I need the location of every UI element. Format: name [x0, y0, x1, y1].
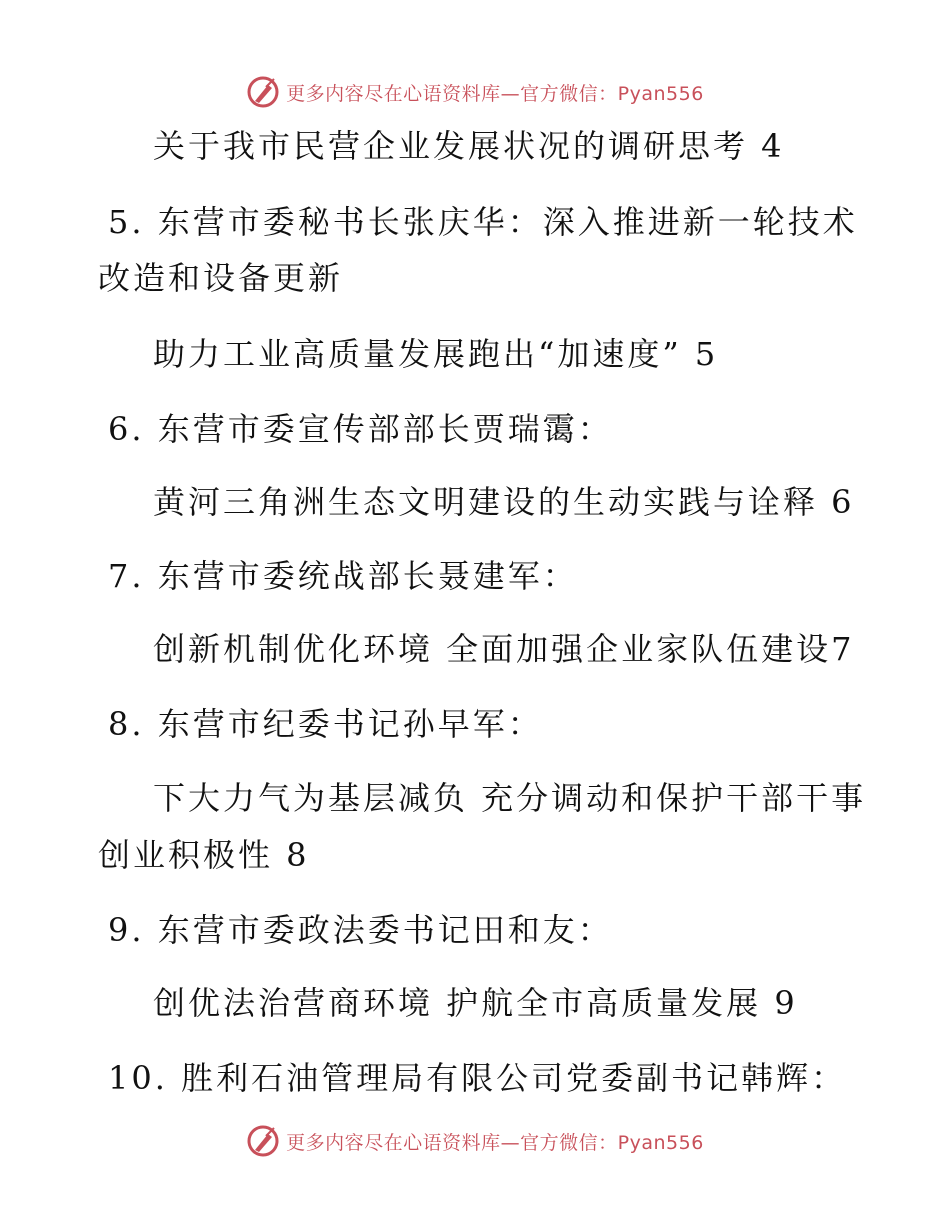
toc-entry-6-title: 黄河三角洲生态文明建设的生动实践与诠释 6	[153, 483, 855, 521]
toc-entry-8-heading: 8. 东营市纪委书记孙早军：	[108, 705, 543, 743]
watermark-text: 更多内容尽在心语资料库—官方微信：Pyan556	[286, 1131, 704, 1154]
watermark-top	[0, 72, 950, 112]
toc-entry-8-title-cont: 创业积极性 8	[98, 836, 310, 874]
toc-entry-7-heading: 7. 东营市委统战部长聂建军：	[108, 557, 578, 595]
watermark-text: 更多内容尽在心语资料库—官方微信：Pyan556	[286, 82, 704, 105]
toc-entry-10-heading: 10. 胜利石油管理局有限公司党委副书记韩辉：	[108, 1059, 847, 1097]
toc-entry-5-heading-cont: 改造和设备更新	[98, 259, 344, 297]
quill-logo-icon	[246, 75, 280, 109]
toc-entry-4-title: 关于我市民营企业发展状况的调研思考 4	[153, 127, 785, 165]
watermark-bottom	[0, 1121, 950, 1161]
quill-logo-icon	[246, 1124, 280, 1158]
toc-entry-6-heading: 6. 东营市委宣传部部长贾瑞霭：	[108, 410, 613, 448]
toc-entry-7-title: 创新机制优化环境 全面加强企业家队伍建设7	[153, 630, 855, 668]
toc-entry-5-heading: 5. 东营市委秘书长张庆华：深入推进新一轮技术	[108, 203, 858, 241]
toc-entry-9-title: 创优法治营商环境 护航全市高质量发展 9	[153, 984, 798, 1022]
toc-entry-5-title: 助力工业高质量发展跑出“加速度” 5	[153, 335, 719, 373]
toc-entry-8-title: 下大力气为基层减负 充分调动和保护干部干事	[153, 779, 867, 817]
toc-entry-9-heading: 9. 东营市委政法委书记田和友：	[108, 911, 613, 949]
